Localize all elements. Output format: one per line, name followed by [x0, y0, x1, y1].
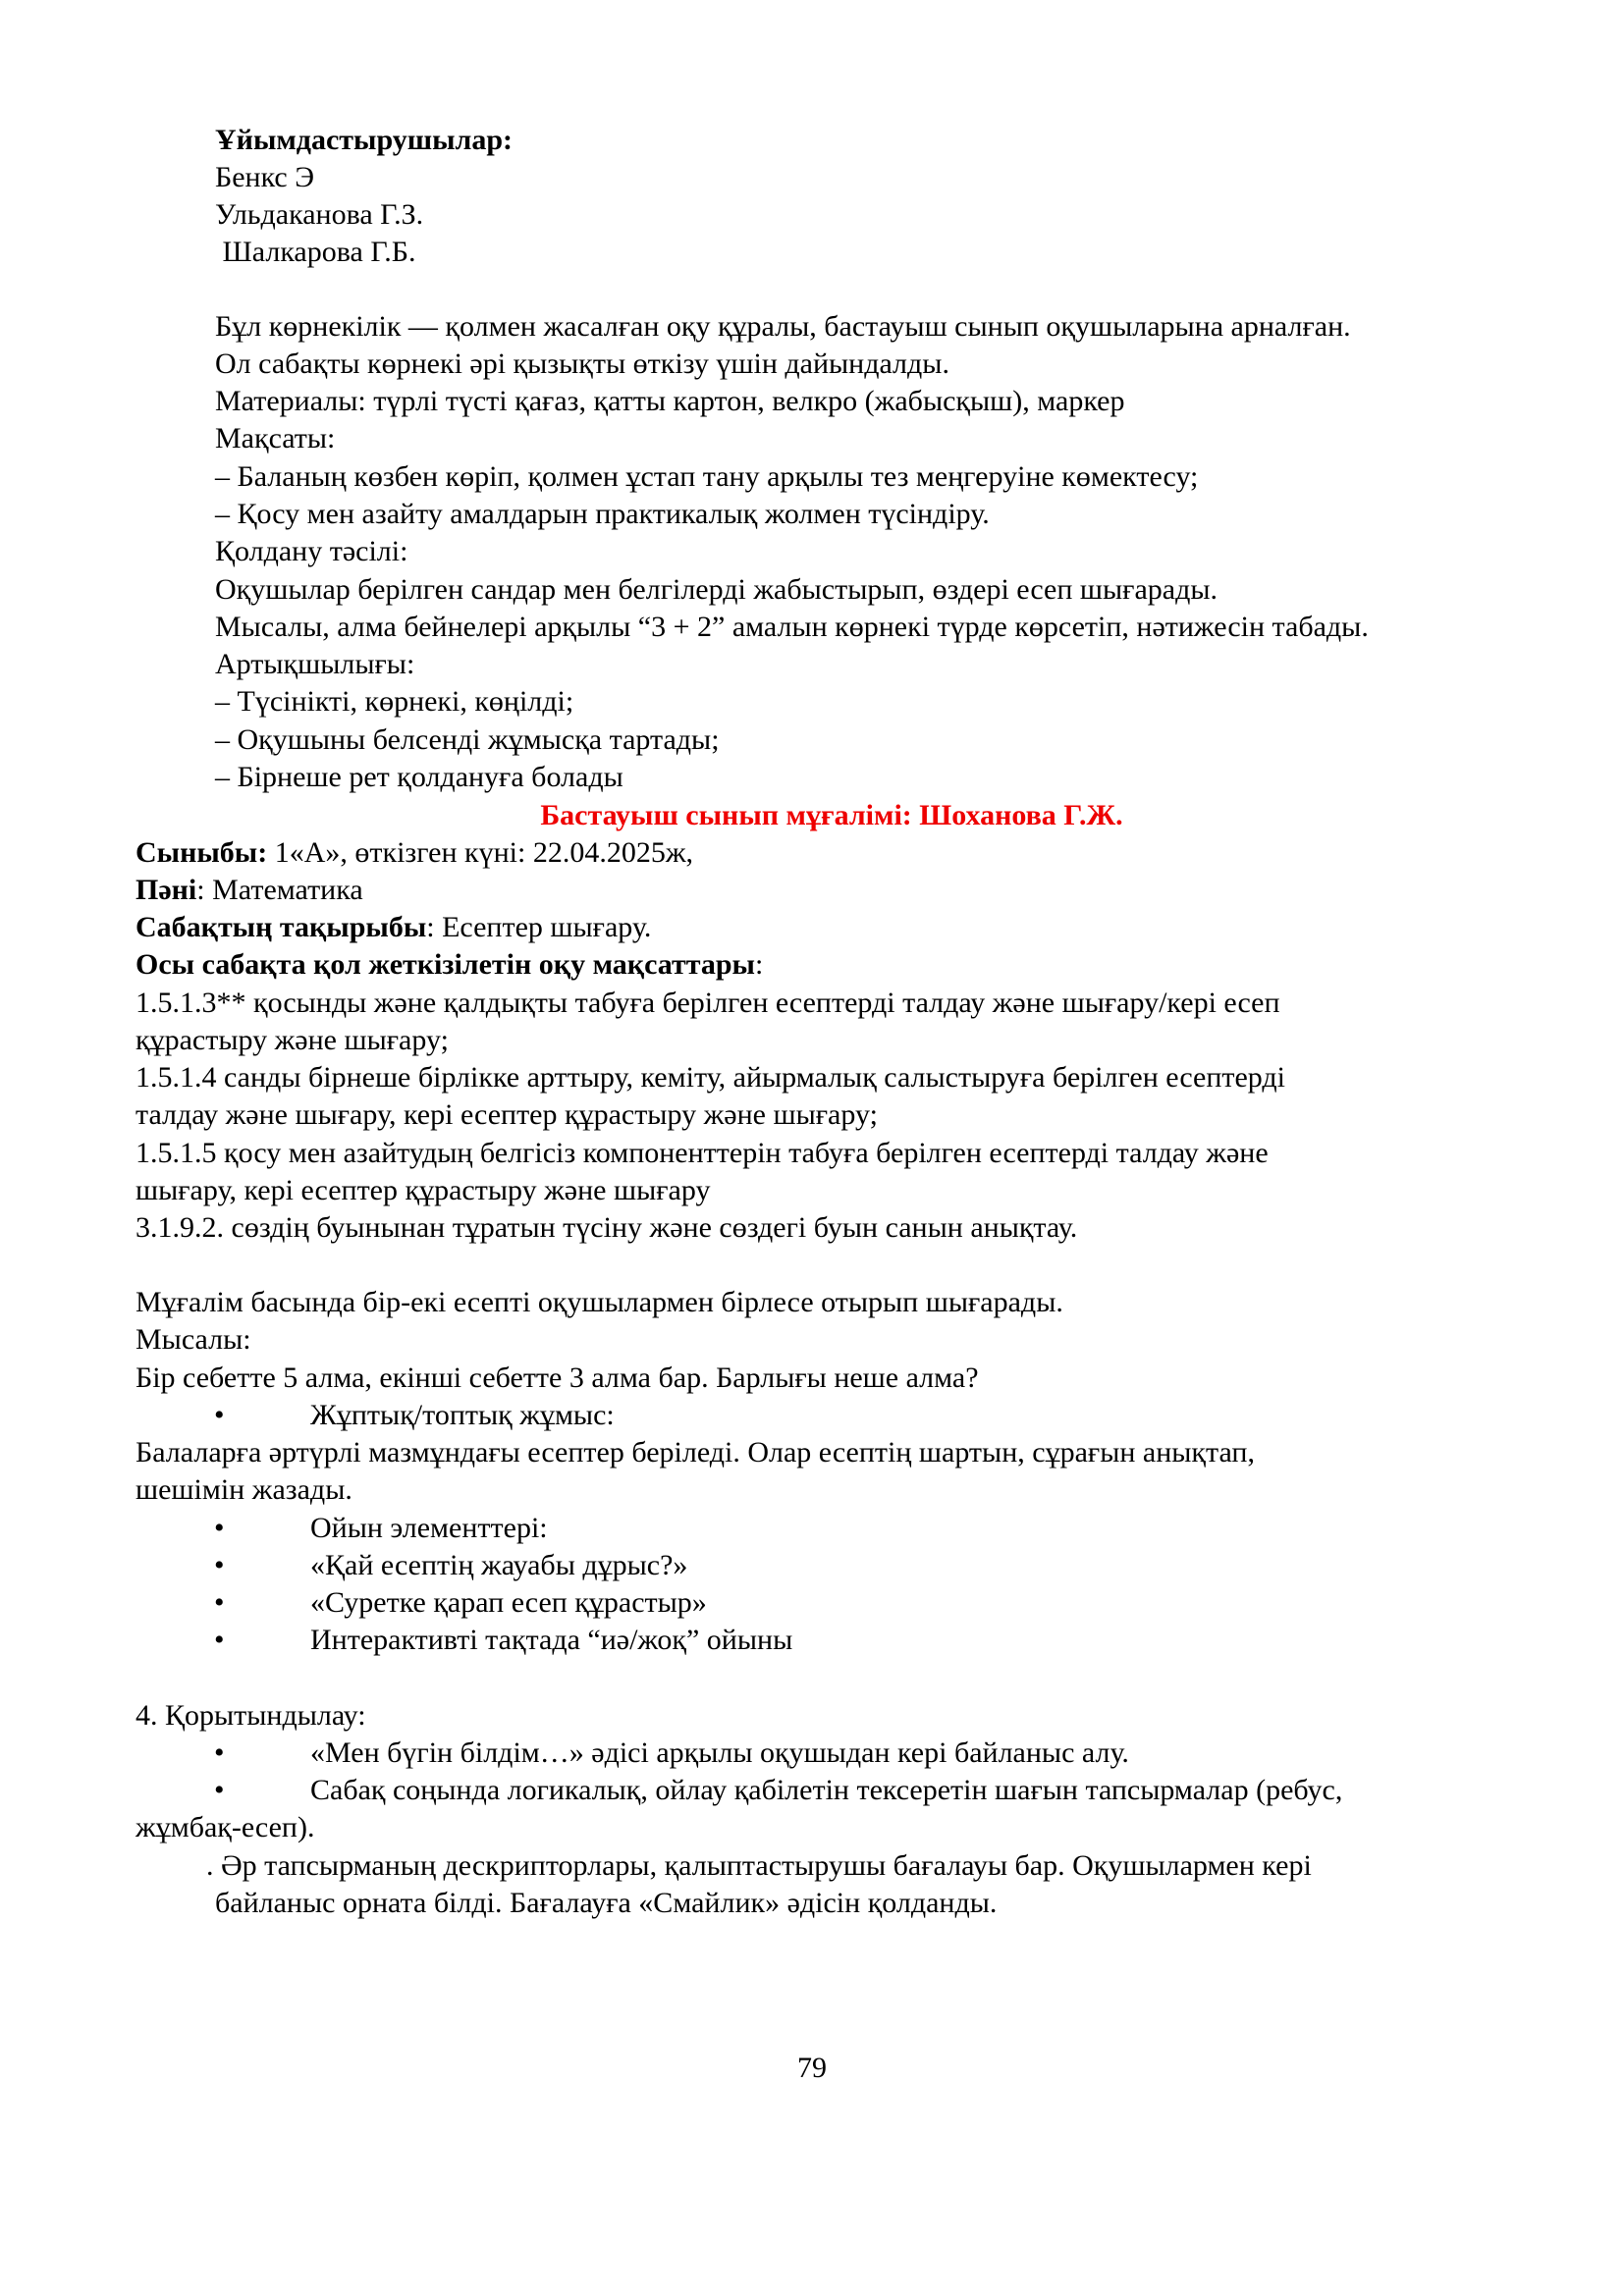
goal-line: 1.5.1.4 санды бірнеше бірлікке арттыру, кеміту, айырмалық салыстыруға берілген есептерді — [135, 1061, 1285, 1094]
intro-line: Мысалы, алма бейнелері арқылы “3 + 2” амалын көрнекі түрде көрсетіп, нәтижесін табады. — [215, 611, 1369, 643]
bullet-icon: • — [214, 1399, 225, 1431]
intro-line: – Түсінікті, көрнекі, көңілді; — [215, 685, 574, 718]
goal-line: 3.1.9.2. сөздің буынынан тұратын түсіну және сөздегі буын санын анықтау. — [135, 1211, 1078, 1244]
teacher-line: Мұғалім басында бір-екі есепті оқушылармен бірлесе отырып шығарады. — [135, 1286, 1063, 1318]
intro-line: – Оқушыны белсенді жұмысқа тартады; — [215, 723, 720, 756]
intro-line: Артықшылығы: — [215, 648, 415, 680]
organizer-name: Бенкс Э — [215, 161, 315, 193]
goals-colon: : — [754, 948, 764, 981]
game-item: Интерактивті тақтада “иә/жоқ” ойыны — [310, 1624, 793, 1656]
game-item: Ойын элементтері: — [310, 1512, 548, 1544]
intro-line: Бұл көрнекілік — қолмен жасалған оқу құралы, бастауыш сынып оқушыларына арналған. — [215, 310, 1351, 343]
subject-info — [135, 872, 363, 909]
class-value: 1«А», өткізген күні: 22.04.2025ж, — [267, 836, 694, 869]
bullet-icon: • — [214, 1549, 225, 1581]
subject-label: Пәні — [135, 874, 197, 906]
summary-item: «Мен бүгін білдім…» әдісі арқылы оқушыдан кері байланыс алу. — [310, 1736, 1129, 1769]
example-label: Мысалы: — [135, 1323, 251, 1356]
example-text: Бір себетте 5 алма, екінші себетте 3 алма бар. Барлығы неше алма? — [135, 1362, 979, 1394]
bullet-icon: • — [214, 1586, 225, 1619]
intro-line: Оқушылар берілген сандар мен белгілерді жабыстырып, өздері есеп шығарады. — [215, 573, 1218, 606]
organizer-name: Ульдаканова Г.З. — [215, 198, 424, 231]
assessment-line: байланыс орната білді. Бағалауға «Смайлик» әдісін қолданды. — [215, 1887, 998, 1919]
summary-heading: 4. Қорытындылау: — [135, 1699, 366, 1732]
goal-line: құрастыру және шығару; — [135, 1024, 449, 1056]
bullet-icon: • — [214, 1624, 225, 1656]
intro-line: Ол сабақты көрнекі әрі қызықты өткізу үшін дайындалды. — [215, 347, 949, 380]
bullet-icon: • — [214, 1774, 225, 1806]
bullet-icon: • — [214, 1512, 225, 1544]
subject-value: : Математика — [196, 874, 363, 906]
teacher-heading: Бастауыш сынып мұғалімі: Шоханова Г.Ж. — [540, 799, 1123, 831]
page-number: 79 — [797, 2052, 827, 2084]
game-item: «Суретке қарап есеп құрастыр» — [310, 1586, 707, 1619]
intro-line: Қолдану тәсілі: — [215, 535, 408, 567]
topic-info — [135, 909, 651, 946]
summary-continuation: жұмбақ-есеп). — [135, 1811, 315, 1843]
game-item: «Қай есептің жауабы дұрыс?» — [310, 1549, 688, 1581]
intro-line: – Бірнеше рет қолдануға болады — [215, 761, 623, 793]
goal-line: 1.5.1.5 қосу мен азайтудың белгісіз компоненттерін табуға берілген есептерді талдау және — [135, 1137, 1269, 1169]
intro-line: Материалы: түрлі түсті қағаз, қатты картон, велкро (жабысқыш), маркер — [215, 385, 1125, 417]
goals-label: Осы сабақта қол жеткізілетін оқу мақсаттары — [135, 948, 755, 981]
assessment-line: . Әр тапсырманың дескрипторлары, қалыптастырушы бағалауы бар. Оқушылармен кері — [206, 1849, 1312, 1882]
goal-line: талдау және шығару, кері есептер құрастыру және шығару; — [135, 1098, 878, 1131]
intro-line: – Қосу мен азайту амалдарын практикалық жолмен түсіндіру. — [215, 498, 990, 530]
pair-work-label: Жұптық/топтық жұмыс: — [310, 1399, 615, 1431]
class-label: Сыныбы: — [135, 836, 268, 869]
organizers-heading: Ұйымдастырушылар: — [215, 124, 514, 156]
topic-label: Сабақтың тақырыбы — [135, 911, 427, 943]
goal-line: шығару, кері есептер құрастыру және шығару — [135, 1174, 711, 1206]
topic-value: : Есептер шығару. — [426, 911, 652, 943]
summary-item: Сабақ соңында логикалық, ойлау қабілетін тексеретін шағын тапсырмалар (ребус, — [310, 1774, 1343, 1806]
intro-line: Мақсаты: — [215, 422, 336, 454]
pair-work-text: шешімін жазады. — [135, 1473, 352, 1506]
bullet-icon: • — [214, 1736, 225, 1769]
goals-heading — [135, 946, 763, 984]
organizer-name: Шалкарова Г.Б. — [215, 236, 416, 268]
class-info — [135, 834, 693, 872]
pair-work-text: Балаларға әртүрлі мазмұндағы есептер беріледі. Олар есептің шартын, сұрағын анықтап, — [135, 1436, 1255, 1468]
goal-line: 1.5.1.3** қосынды және қалдықты табуға берілген есептерді талдау және шығару/кері есеп — [135, 987, 1280, 1019]
intro-line: – Баланың көзбен көріп, қолмен ұстап тану арқылы тез меңгеруіне көмектесу; — [215, 460, 1199, 493]
